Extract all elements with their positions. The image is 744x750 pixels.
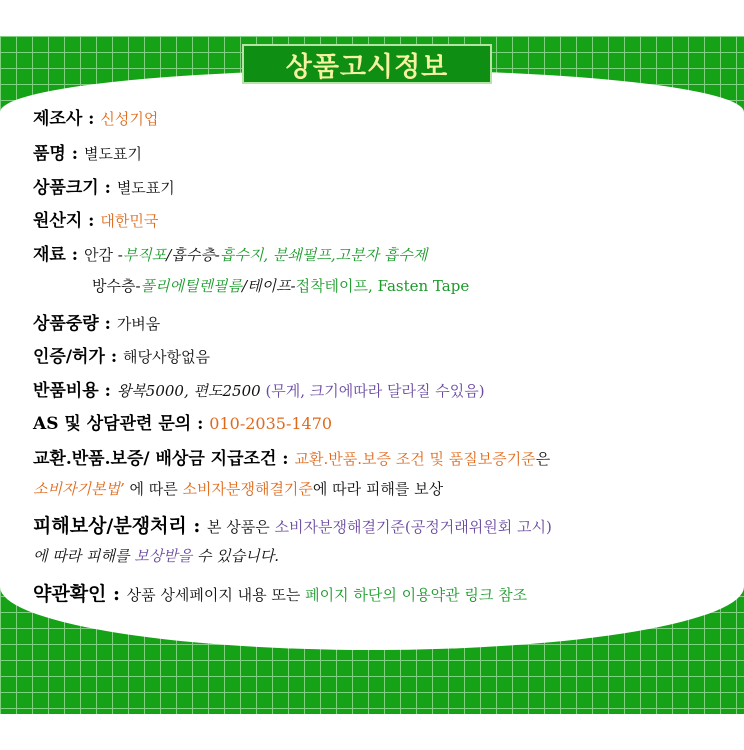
exchange-compensation: 에 따라 피해를 보상 [312, 480, 444, 498]
consumer-law: 소비자기본법’ [33, 480, 125, 498]
row-certification [33, 342, 210, 367]
certification-value: 해당사항없음 [123, 348, 210, 366]
as-contact-phone: 010-2035-1470 [209, 414, 333, 433]
return-cost-note: (무게, 크기에따라 달라질 수있음) [265, 382, 485, 400]
manufacturer-label: 제조사 : [33, 109, 101, 129]
terms-link-reference: 페이지 하단의 이용약관 링크 참조 [305, 586, 528, 604]
as-contact-label: AS 및 상담관련 문의 : [33, 414, 210, 434]
title-banner [242, 44, 492, 84]
row-material-1 [33, 240, 427, 265]
row-origin [33, 206, 158, 231]
compensation-intro: 본 상품은 [207, 518, 275, 536]
exchange-label: 교환.반품.보증/ 배상금 지급조건 : [33, 449, 295, 469]
origin-value: 대한민국 [100, 212, 159, 230]
material-lining-value: 부직포 [122, 246, 167, 264]
product-size-label: 상품크기 : [33, 178, 117, 198]
row-product-size [33, 173, 175, 198]
material-absorb-label: /흡수층- [166, 246, 220, 264]
material-absorb-value: 흡수지, 분쇄펄프,고분자 흡수제 [219, 246, 428, 264]
product-name-label: 품명 : [33, 144, 84, 164]
row-weight [33, 309, 160, 334]
manufacturer-value: 신성기업 [100, 110, 159, 128]
compensation-line2-a: 에 따라 피해를 [33, 547, 135, 565]
row-terms [33, 579, 527, 606]
material-waterproof-label: 방수층- [92, 277, 141, 295]
product-name-value: 별도표기 [83, 145, 142, 163]
row-compensation-2 [33, 545, 279, 566]
weight-value: 가벼움 [116, 315, 161, 333]
row-manufacturer [33, 104, 158, 129]
material-tape-value: 접착테이프, Fasten Tape [295, 277, 470, 295]
material-lining: 안감 - [83, 246, 123, 264]
row-exchange-1 [33, 444, 550, 469]
terms-label: 약관확인 : [33, 583, 127, 605]
return-cost-value: 왕복5000, 편도2500 [116, 382, 266, 400]
row-compensation-1 [33, 511, 552, 538]
compensation-receive: 보상받을 [134, 547, 193, 565]
top-margin [0, 0, 744, 36]
row-as-contact [33, 409, 332, 434]
return-cost-label: 반품비용 : [33, 381, 117, 401]
terms-intro: 상품 상세페이지 내용 또는 [126, 586, 306, 604]
row-material-2 [92, 275, 469, 296]
product-size-value: 별도표기 [116, 179, 175, 197]
row-product-name [33, 139, 142, 164]
material-waterproof-value: 폴리에틸렌필름 [140, 277, 242, 295]
material-tape-label: /테이프- [241, 277, 296, 295]
origin-label: 원산지 : [33, 211, 101, 231]
dispute-standard: 소비자분쟁해결기준 [182, 480, 313, 498]
material-label: 재료 : [33, 245, 84, 265]
exchange-connector: 에 따른 [124, 480, 183, 498]
weight-label: 상품중량 : [33, 314, 117, 334]
certification-label: 인증/허가 : [33, 347, 124, 367]
compensation-standard: 소비자분쟁해결기준(공정거래위원회 고시) [274, 518, 552, 536]
row-return-cost [33, 376, 485, 401]
page-title: 상품고시정보 [285, 51, 449, 83]
exchange-tail: 은 [535, 450, 551, 468]
compensation-line2-c: 수 있습니다. [192, 547, 279, 565]
compensation-label: 피해보상/분쟁처리 : [33, 515, 208, 537]
row-exchange-2 [33, 478, 443, 499]
exchange-value: 교환.반품.보증 조건 및 품질보증기준 [294, 450, 536, 468]
bottom-margin [0, 714, 744, 750]
